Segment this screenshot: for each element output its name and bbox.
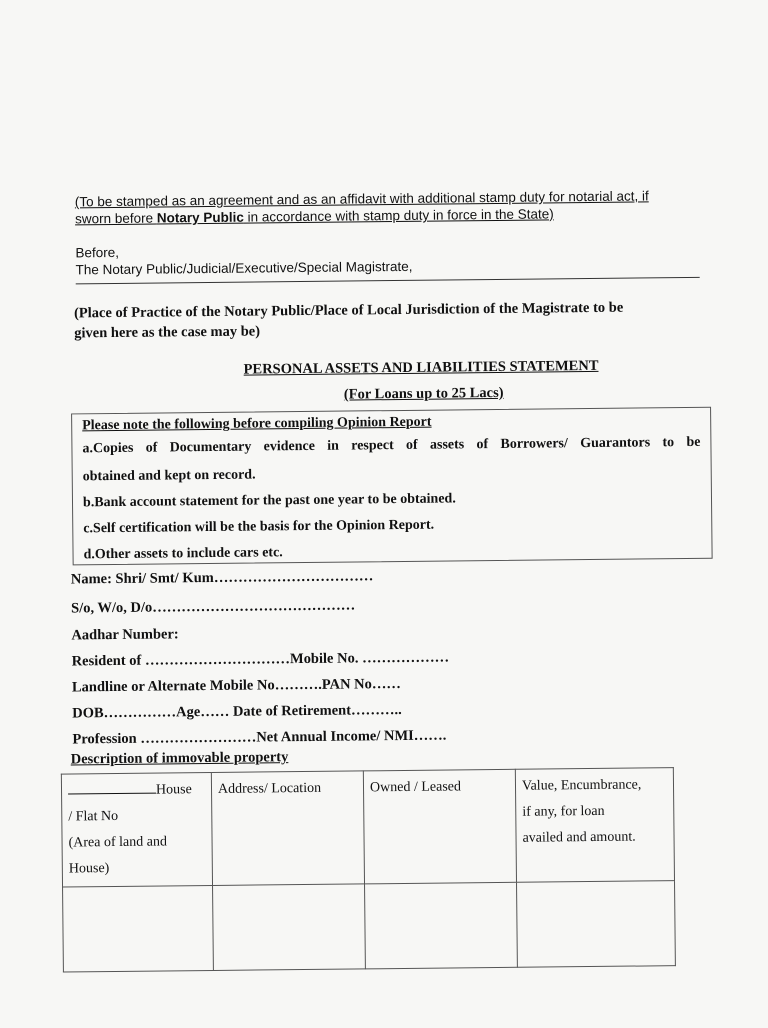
- table-cell-house[interactable]: [63, 885, 214, 972]
- table-cell-address[interactable]: [213, 884, 366, 971]
- note-a-word: a.Copies: [82, 440, 134, 457]
- value-line-2: if any, for loan: [522, 803, 605, 820]
- note-b: b.Bank account statement for the past one year to be obtained.: [82, 491, 456, 511]
- place-note-line-1: (Place of Practice of the Notary Public/Place of Local Jurisdiction of the Magistrate to be: [73, 299, 624, 322]
- house-label: House: [155, 782, 192, 798]
- profession-income-field[interactable]: Profession ……………………Net Annual Income/ NMI…….: [72, 727, 447, 748]
- note-a-word: evidence: [263, 438, 316, 455]
- house-line: [68, 777, 205, 804]
- relation-field[interactable]: S/o, W/o, D/o……………………………………: [71, 597, 356, 617]
- note-a-word: respect: [351, 438, 394, 454]
- landline-pan-field[interactable]: Landline or Alternate Mobile No……….PAN No……: [71, 676, 401, 696]
- name-field[interactable]: Name: Shri/ Smt/ Kum……………………………: [70, 568, 374, 588]
- area-label: (Area of land and: [68, 834, 167, 851]
- table-cell-value[interactable]: [517, 881, 676, 968]
- immovable-property-heading: Description of immovable property: [70, 749, 289, 768]
- value-line-1: Value, Encumbrance,: [521, 777, 642, 794]
- addressee-block: [75, 241, 412, 279]
- document-title: PERSONAL ASSETS AND LIABILITIES STATEMENT: [243, 357, 599, 378]
- resident-mobile-field[interactable]: Resident of …………………………Mobile No. ………………: [71, 649, 450, 670]
- magistrate-label: The Notary Public/Judicial/Executive/Special Magistrate,: [75, 258, 413, 278]
- stamp-duty-note: [75, 187, 695, 227]
- place-of-practice-note: [74, 297, 694, 343]
- house-flat-column-header: [61, 772, 212, 887]
- stamp-note-line-2-pre: sworn before: [74, 210, 157, 227]
- value-line-3: availed and amount.: [522, 829, 636, 846]
- immovable-property-table: [61, 767, 676, 972]
- document-subtitle: (For Loans up to 25 Lacs): [343, 384, 504, 403]
- address-column-header: Address/ Location: [211, 771, 364, 886]
- house-close-label: House): [68, 861, 110, 877]
- note-a-word: be: [686, 434, 701, 450]
- notary-public-bold: Notary Public: [156, 209, 244, 226]
- note-c: c.Self certification will be the basis for the Opinion Report.: [83, 517, 435, 537]
- before-label: Before,: [75, 244, 120, 261]
- flat-no-label: / Flat No: [68, 808, 119, 825]
- note-a-line-1: [82, 435, 700, 457]
- note-a-word: of: [476, 437, 489, 453]
- note-a-word: Borrowers/: [500, 436, 568, 452]
- note-a-word: assets: [429, 437, 465, 453]
- note-d: d.Other assets to include cars etc.: [83, 545, 283, 563]
- notes-heading: Please note the following before compiling Opinion Report: [82, 414, 432, 434]
- opinion-report-notes-box: [71, 407, 713, 566]
- table-row: [63, 881, 676, 972]
- note-a-word: of: [405, 437, 418, 453]
- aadhar-field[interactable]: Aadhar Number:: [71, 626, 179, 644]
- note-a-word: Documentary: [169, 439, 252, 456]
- table-header-row: [61, 768, 674, 887]
- note-a-word: in: [327, 438, 339, 454]
- blank-line: [68, 781, 156, 795]
- dob-age-retirement-field[interactable]: DOB……………Age…… Date of Retirement………..: [72, 701, 402, 722]
- note-a-word: Guarantors: [580, 435, 651, 452]
- place-rule-line: [76, 277, 700, 285]
- table-cell-owned[interactable]: [365, 882, 518, 969]
- stamp-note-line-2-post: in accordance with stamp duty in force in the State): [243, 206, 554, 225]
- note-a-word: of: [145, 440, 158, 456]
- place-note-line-2: given here as the case may be): [74, 323, 261, 342]
- value-column-header: [515, 768, 674, 883]
- note-a-word: to: [662, 435, 675, 451]
- note-a-line-2: obtained and kept on record.: [82, 467, 256, 485]
- owned-leased-column-header: Owned / Leased: [363, 769, 516, 884]
- stamp-note-line-1: (To be stamped as an agreement and as an affidavit with additional stamp duty for notarial act, if: [74, 188, 649, 210]
